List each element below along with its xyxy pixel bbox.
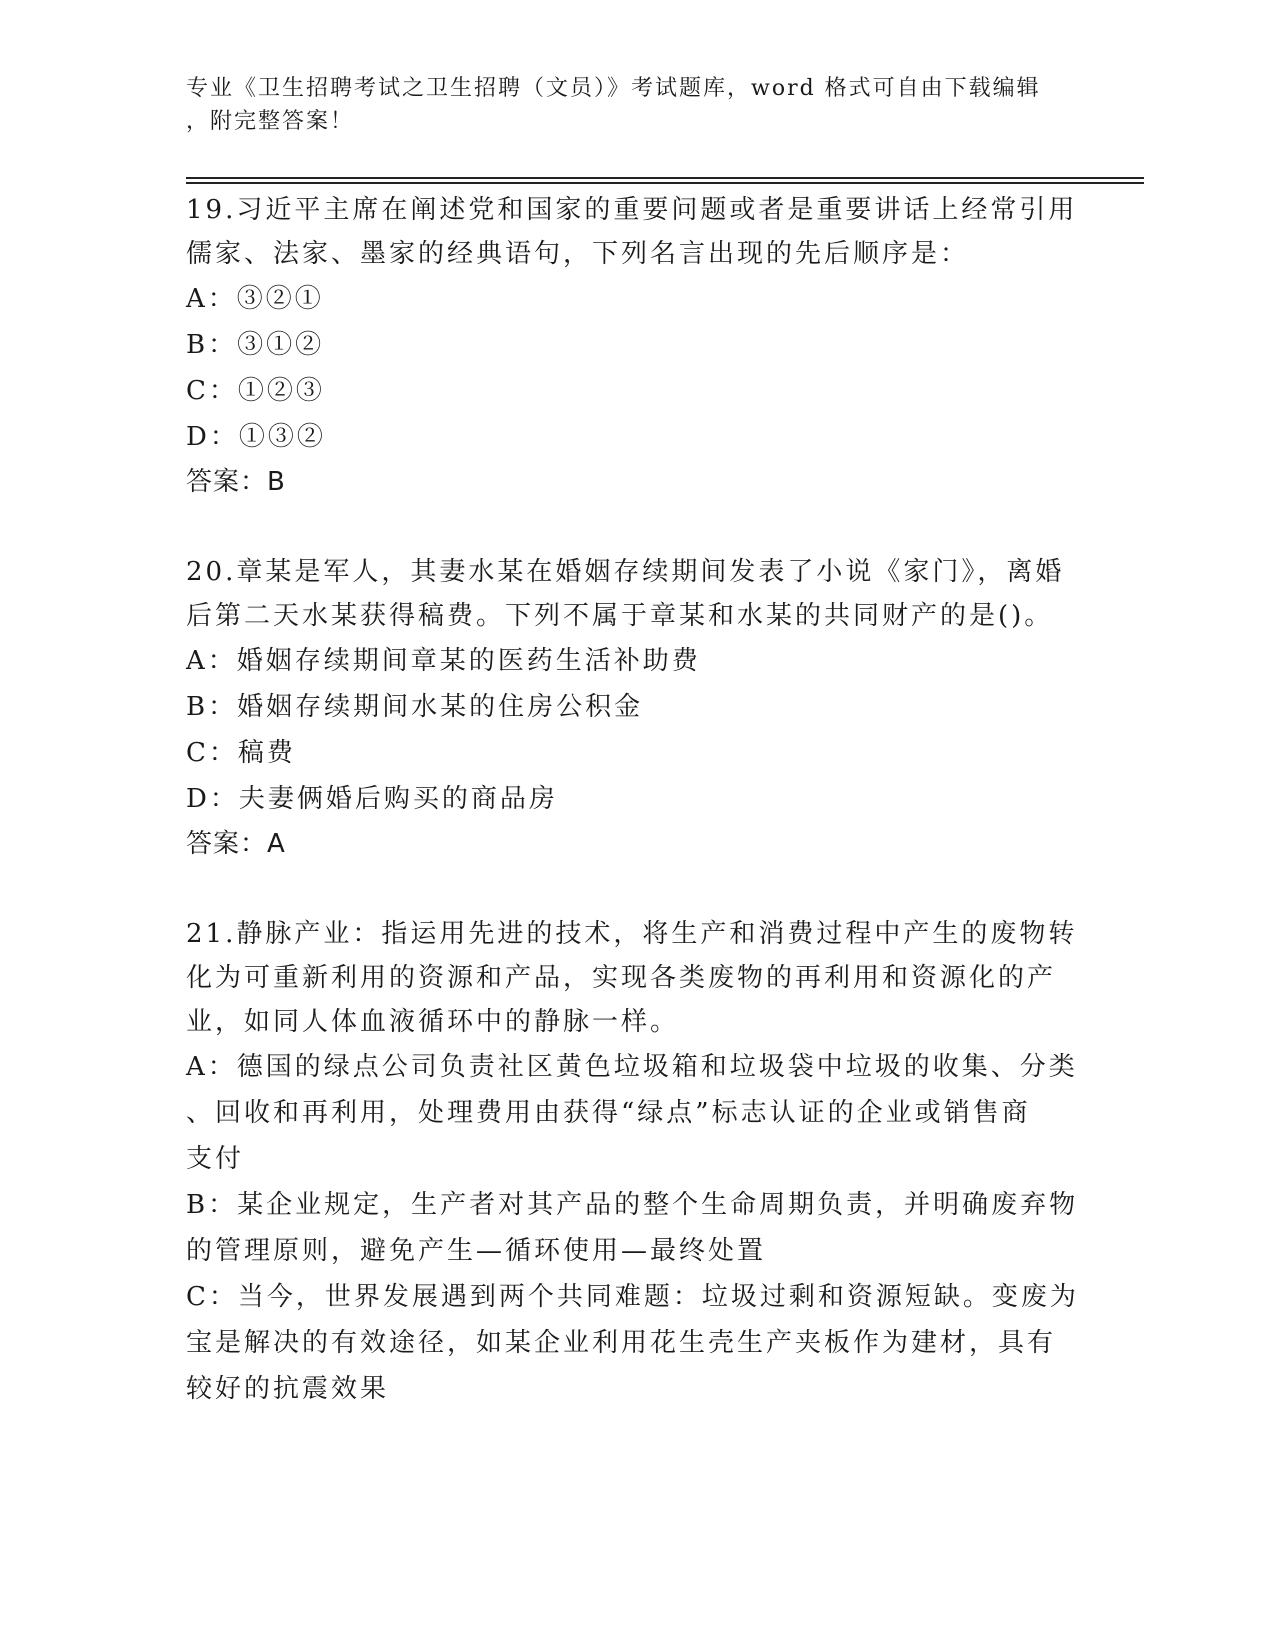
question-stem-line: 化为可重新利用的资源和产品，实现各类废物的再利用和资源化的产	[186, 963, 1057, 993]
option-d: D：夫妻俩婚后购买的商品房	[186, 784, 558, 814]
question-stem-line: 21.静脉产业：指运用先进的技术，将生产和消费过程中产生的废物转	[186, 919, 1078, 949]
option-c: C：稿费	[186, 738, 296, 768]
question-21	[186, 912, 1079, 1412]
answer-label: 答案：B	[186, 467, 286, 497]
option-b: B：婚姻存续期间水某的住房公积金	[186, 692, 644, 722]
header-line-2: ，附完整答案！	[186, 109, 355, 134]
option-b: B：③①②	[186, 330, 325, 360]
option-b-line: 的管理原则，避免产生—循环使用—最终处置	[186, 1236, 767, 1266]
question-stem-line: 20.章某是军人，其妻水某在婚姻存续期间发表了小说《家门》，离婚	[186, 557, 1065, 587]
document-header	[186, 72, 1066, 138]
question-stem-line: 后第二天水某获得稿费。下列不属于章某和水某的共同财产的是()。	[186, 601, 1054, 631]
option-b-line: B：某企业规定，生产者对其产品的整个生命周期负责，并明确废弃物	[186, 1190, 1079, 1220]
option-a-line: 、回收和再利用，处理费用由获得“绿点”标志认证的企业或销售商	[186, 1098, 1031, 1128]
option-d: D：①③②	[186, 422, 326, 452]
question-20	[186, 550, 1066, 866]
option-c-line: C：当今，世界发展遇到两个共同难题：垃圾过剩和资源短缺。变废为	[186, 1282, 1079, 1312]
option-c: C：①②③	[186, 376, 325, 406]
header-rule-top	[186, 177, 1144, 179]
option-a-line: 支付	[186, 1144, 245, 1174]
option-a-line: A：德国的绿点公司负责社区黄色垃圾箱和垃圾袋中垃圾的收集、分类	[186, 1052, 1078, 1082]
question-stem-line: 业，如同人体血液循环中的静脉一样。	[186, 1007, 680, 1037]
answer-label: 答案：A	[186, 829, 286, 859]
option-c-line: 较好的抗震效果	[186, 1374, 390, 1404]
option-a: A：婚姻存续期间章某的医药生活补助费	[186, 646, 701, 676]
option-c-line: 宝是解决的有效途径，如某企业利用花生壳生产夹板作为建材，具有	[186, 1328, 1057, 1358]
header-rule-bottom	[186, 182, 1144, 184]
option-a: A：③②①	[186, 284, 324, 314]
question-stem-line: 19.习近平主席在阐述党和国家的重要问题或者是重要讲话上经常引用	[186, 195, 1078, 225]
header-line-1: 专业《卫生招聘考试之卫生招聘（文员）》考试题库，word 格式可自由下载编辑	[186, 76, 1041, 101]
question-stem-line: 儒家、法家、墨家的经典语句，下列名言出现的先后顺序是：	[186, 239, 970, 269]
question-19	[186, 188, 1078, 504]
